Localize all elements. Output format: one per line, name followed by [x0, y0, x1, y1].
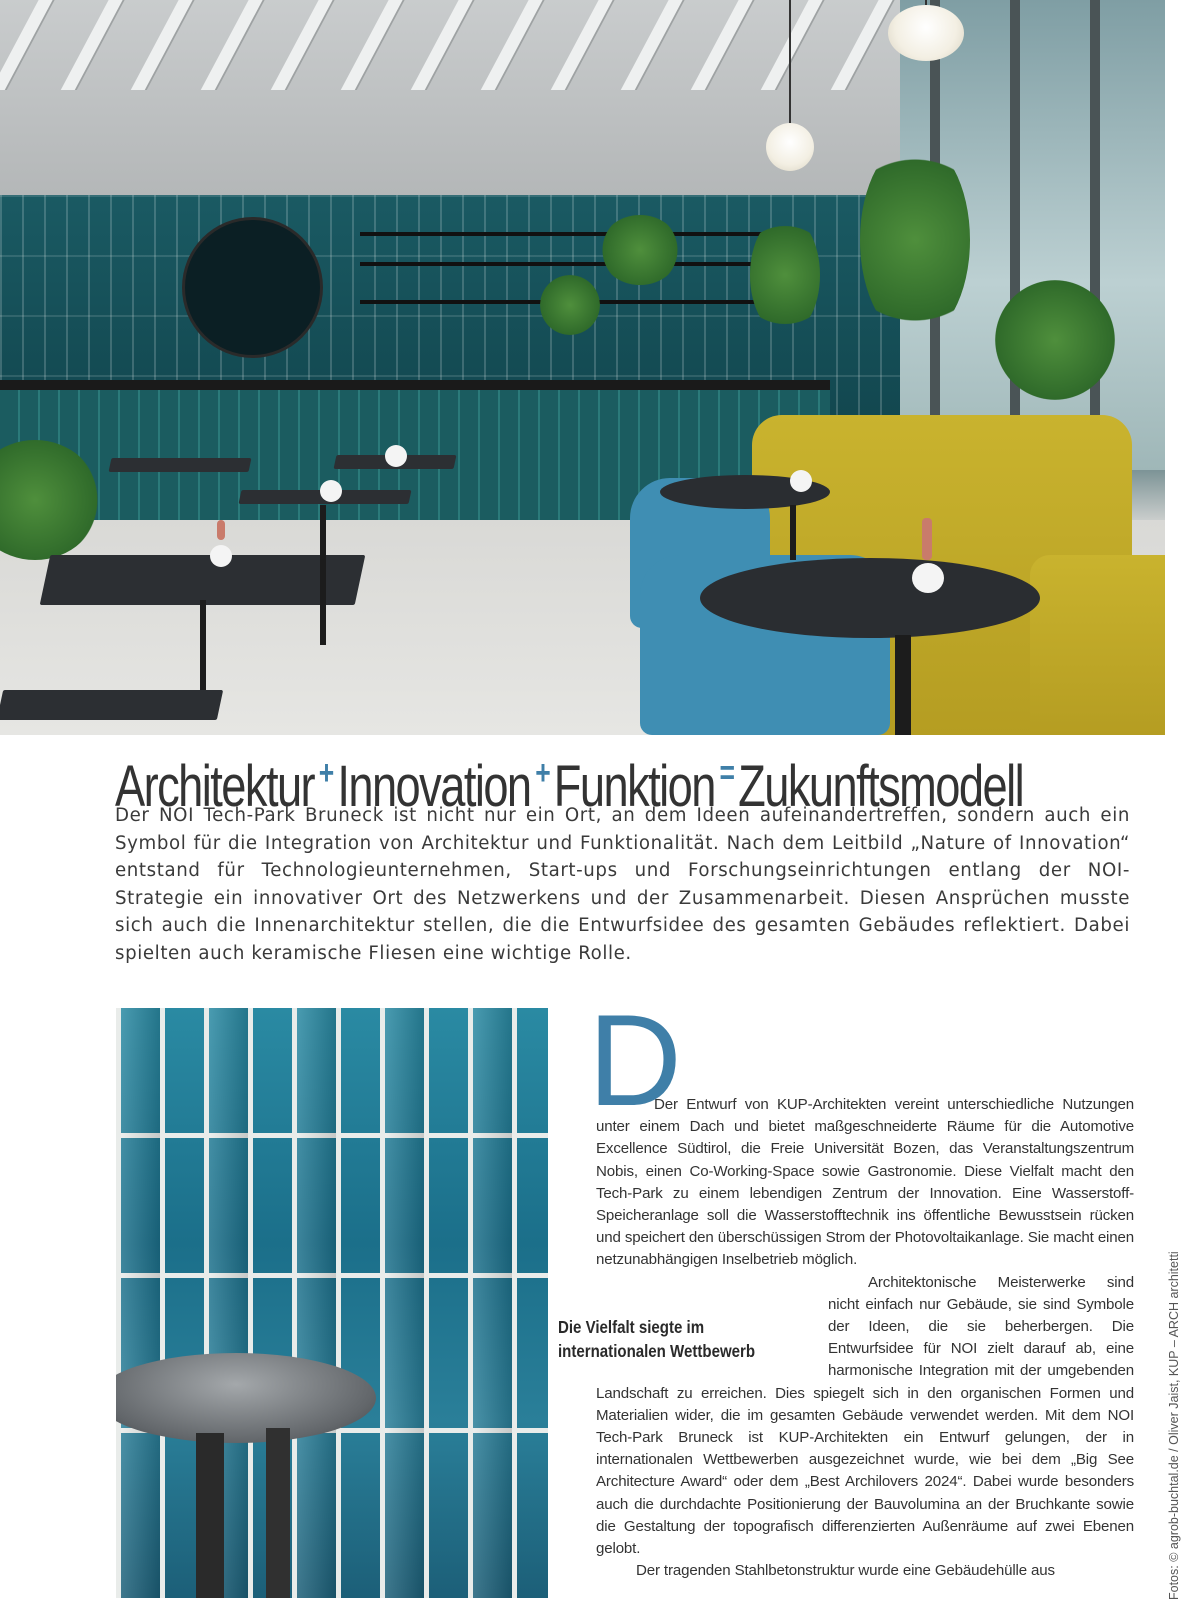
article-paragraph: [596, 1272, 1134, 1561]
bar-shelf: [360, 262, 800, 266]
dried-flower: [217, 520, 225, 540]
lamp-cord: [789, 0, 791, 125]
photo-credit: Fotos: © agrob-buchtal.de / Oliver Jaist, KUP – ARCH architetti: [1167, 1251, 1181, 1600]
article-paragraph: Der Entwurf von KUP-Architekten vereint unterschiedliche Nutzungen unter einem Dach und bietet maßgeschneiderte Räume für die Automotive Excellence Südtirol, die Freie Universität Bozen, das Veranstaltungszentrum Nobis, einen Co-Working-Space sowie Gastronomie. Diese Vielfalt macht den Tech-Park zu einem lebendigen Zentrum der Innovation. Eine Wasserstoff-Speicheranlage soll die Wasserstofftechnik ins öffentliche Bewusstsein rücken und speichert den überschüssigen Strom der Photovoltaikanlage. Sie macht einen netzunabhängigen Inselbetrieb möglich.: [596, 1096, 1134, 1269]
round-table: [700, 558, 1040, 638]
drop-cap: D: [588, 987, 682, 1133]
cafe-table: [0, 690, 223, 720]
window-mullion: [1010, 0, 1020, 470]
headline-word: Funktion: [553, 754, 715, 819]
plant: [600, 215, 680, 285]
pendant-lamp: [888, 5, 964, 61]
article-subheading: Die Vielfalt siegte im internationalen Wettbewerb: [558, 1317, 756, 1361]
plant: [750, 215, 820, 335]
pendant-lamp: [766, 123, 814, 171]
headline-operator: +: [318, 754, 333, 792]
tile-column: [473, 1008, 512, 1598]
article-paragraph-text: Architektonische Meisterwerke sind nicht einfach nur Gebäude, sie sind Symbole der Ideen, die sie beherbergen. Die Entwurfsidee für NOI zielt darauf ab, eine harmonische Integration mit der umgebenden Landschaft zu erreichen. Dies spiegelt sich in den organischen Formen und Materialien wider, die im gesamten Gebäude verwendet werden. Mit dem NOI Tech-Park Bruneck ist KUP-Architekten ein Entwurf gelungen, der in internationalen Wettbewerben ausgezeichnet wurde, wie bei dem „Big See Architecture Award“ oder dem „Best Archilovers 2024“. Dabei wurde besonders auch die durchdachte Positionierung der Bauvolumina an der Bruchkante sowie die Gestaltung der topografisch differenzierten Außenräume auf zwei Ebenen gelobt.: [596, 1273, 1134, 1558]
headline-word: Innovation: [337, 754, 531, 819]
subheading-spacer: [596, 1272, 828, 1368]
ficus-plant: [995, 280, 1115, 400]
flower-vase: [210, 545, 232, 567]
cafe-table: [40, 555, 366, 605]
hero-photo-cafe-interior: [0, 0, 1165, 735]
dried-flower: [922, 518, 932, 560]
table-leg: [790, 505, 796, 560]
plant: [540, 275, 600, 335]
yellow-bench: [1030, 555, 1165, 735]
flower-vase: [320, 480, 342, 502]
headline-operator: +: [535, 754, 550, 792]
headline: [115, 738, 1024, 819]
table-leg: [895, 635, 911, 735]
tile-column: [297, 1008, 336, 1598]
tile-column: [385, 1008, 424, 1598]
flower-vase: [790, 470, 812, 492]
bar-stool-leg: [266, 1428, 290, 1598]
table-leg: [200, 600, 206, 690]
lead-paragraph: Der NOI Tech-Park Bruneck ist nicht nur ein Ort, an dem Ideen aufeinandertreffen, sondern auch ein Symbol für die Integration von Architektur und Funktionalität. Nach dem Leitbild „Nature of Innovation“ entstand für Technologieunternehmen, Start-ups und Forschungseinrichtungen entlang der NOI-Strategie ein innovativer Ort des Netzwerkens und der Zusammenarbeit. Diesen Ansprüchen musste sich auch die Innenarchitektur stellen, die die Entwurfsidee des gesamten Gebäudes reflektiert. Dabei spielten auch keramische Fliesen eine wichtige Rolle.: [115, 805, 1130, 964]
bar-stool-leg: [196, 1433, 224, 1598]
cafe-table: [109, 458, 252, 472]
headline-word: Architektur: [115, 754, 315, 819]
headline-operator: =: [719, 754, 734, 792]
hanging-plant: [860, 140, 970, 340]
window-mullion: [1090, 0, 1100, 470]
tile-detail-photo: [116, 1008, 548, 1598]
article-body: [596, 1094, 1134, 1582]
bar-shelf: [360, 232, 800, 236]
article-paragraph: Der tragenden Stahlbetonstruktur wurde eine Gebäudehülle aus: [636, 1562, 1055, 1580]
tile-column: [121, 1008, 160, 1598]
round-mirror: [185, 220, 320, 355]
flower-vase: [912, 563, 944, 593]
table-leg: [320, 505, 326, 645]
headline-word: Zukunftsmodell: [738, 754, 1024, 819]
flower-vase: [385, 445, 407, 467]
